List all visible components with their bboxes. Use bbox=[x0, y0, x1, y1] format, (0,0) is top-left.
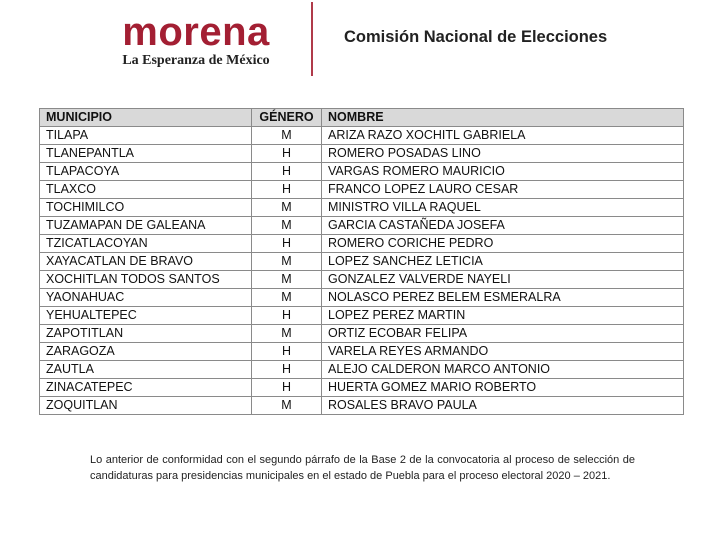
cell-nombre: MINISTRO VILLA RAQUEL bbox=[322, 199, 684, 217]
cell-genero: M bbox=[252, 199, 322, 217]
cell-municipio: TLANEPANTLA bbox=[40, 145, 252, 163]
logo-tagline: La Esperanza de México bbox=[122, 53, 270, 68]
table-row bbox=[40, 361, 684, 379]
cell-municipio: ZAPOTITLAN bbox=[40, 325, 252, 343]
cell-genero: H bbox=[252, 181, 322, 199]
cell-municipio: XOCHITLAN TODOS SANTOS bbox=[40, 271, 252, 289]
cell-nombre: LOPEZ PEREZ MARTIN bbox=[322, 307, 684, 325]
candidates-table bbox=[39, 108, 684, 415]
morena-logo bbox=[110, 12, 282, 69]
cell-genero: H bbox=[252, 343, 322, 361]
header-divider bbox=[311, 2, 313, 76]
cell-municipio: TLAXCO bbox=[40, 181, 252, 199]
table-row bbox=[40, 397, 684, 415]
cell-genero: H bbox=[252, 361, 322, 379]
cell-municipio: YEHUALTEPEC bbox=[40, 307, 252, 325]
table-row bbox=[40, 163, 684, 181]
cell-municipio: TUZAMAPAN DE GALEANA bbox=[40, 217, 252, 235]
cell-genero: H bbox=[252, 163, 322, 181]
cell-nombre: ROMERO CORICHE PEDRO bbox=[322, 235, 684, 253]
table-row bbox=[40, 199, 684, 217]
cell-municipio: YAONAHUAC bbox=[40, 289, 252, 307]
cell-nombre: GARCIA CASTAÑEDA JOSEFA bbox=[322, 217, 684, 235]
cell-genero: M bbox=[252, 289, 322, 307]
page-header bbox=[0, 0, 725, 80]
cell-nombre: VARGAS ROMERO MAURICIO bbox=[322, 163, 684, 181]
table-row bbox=[40, 253, 684, 271]
column-header-municipio: MUNICIPIO bbox=[40, 109, 252, 127]
table-row bbox=[40, 271, 684, 289]
logo-wordmark: morena bbox=[122, 10, 270, 54]
footer-note: Lo anterior de conformidad con el segundo párrafo de la Base 2 de la convocatoria al proceso de selección de candidaturas para presidencias municipales en el estado de Puebla para el proceso electoral 2020 – 2021. bbox=[90, 454, 635, 482]
cell-municipio: XAYACATLAN DE BRAVO bbox=[40, 253, 252, 271]
cell-genero: M bbox=[252, 271, 322, 289]
column-header-nombre: NOMBRE bbox=[322, 109, 684, 127]
table-row bbox=[40, 307, 684, 325]
cell-municipio: ZOQUITLAN bbox=[40, 397, 252, 415]
table-row bbox=[40, 145, 684, 163]
cell-genero: M bbox=[252, 397, 322, 415]
table-row bbox=[40, 289, 684, 307]
cell-nombre: ARIZA RAZO XOCHITL GABRIELA bbox=[322, 127, 684, 145]
cell-nombre: ALEJO CALDERON MARCO ANTONIO bbox=[322, 361, 684, 379]
cell-nombre: FRANCO LOPEZ LAURO CESAR bbox=[322, 181, 684, 199]
cell-municipio: ZARAGOZA bbox=[40, 343, 252, 361]
table-row bbox=[40, 235, 684, 253]
cell-genero: M bbox=[252, 325, 322, 343]
cell-nombre: HUERTA GOMEZ MARIO ROBERTO bbox=[322, 379, 684, 397]
cell-genero: H bbox=[252, 307, 322, 325]
cell-genero: H bbox=[252, 379, 322, 397]
cell-genero: H bbox=[252, 145, 322, 163]
cell-municipio: TILAPA bbox=[40, 127, 252, 145]
cell-genero: M bbox=[252, 217, 322, 235]
table-row bbox=[40, 325, 684, 343]
table-header-row bbox=[40, 109, 684, 127]
cell-municipio: TLAPACOYA bbox=[40, 163, 252, 181]
cell-municipio: TOCHIMILCO bbox=[40, 199, 252, 217]
cell-genero: M bbox=[252, 127, 322, 145]
table-row bbox=[40, 181, 684, 199]
cell-municipio: ZAUTLA bbox=[40, 361, 252, 379]
cell-nombre: GONZALEZ VALVERDE NAYELI bbox=[322, 271, 684, 289]
cell-nombre: ROSALES BRAVO PAULA bbox=[322, 397, 684, 415]
table-row bbox=[40, 379, 684, 397]
cell-nombre: NOLASCO PEREZ BELEM ESMERALRA bbox=[322, 289, 684, 307]
column-header-genero: GÉNERO bbox=[252, 109, 322, 127]
cell-nombre: VARELA REYES ARMANDO bbox=[322, 343, 684, 361]
cell-genero: H bbox=[252, 235, 322, 253]
commission-title: Comisión Nacional de Elecciones bbox=[344, 28, 608, 46]
table-row bbox=[40, 217, 684, 235]
cell-nombre: ORTIZ ECOBAR FELIPA bbox=[322, 325, 684, 343]
cell-nombre: LOPEZ SANCHEZ LETICIA bbox=[322, 253, 684, 271]
cell-genero: M bbox=[252, 253, 322, 271]
table-row bbox=[40, 343, 684, 361]
cell-nombre: ROMERO POSADAS LINO bbox=[322, 145, 684, 163]
table-row bbox=[40, 127, 684, 145]
cell-municipio: ZINACATEPEC bbox=[40, 379, 252, 397]
cell-municipio: TZICATLACOYAN bbox=[40, 235, 252, 253]
